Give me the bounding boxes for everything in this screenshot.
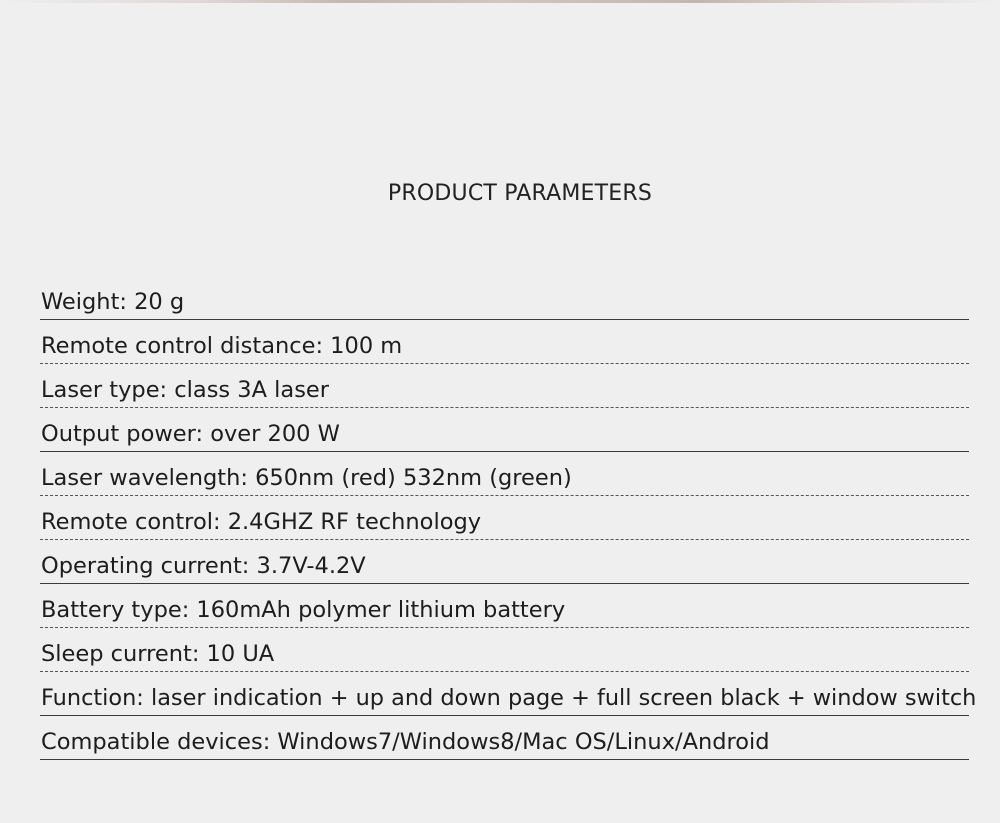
solid-divider bbox=[40, 759, 969, 760]
page-title: PRODUCT PARAMETERS bbox=[387, 181, 653, 206]
parameter-row-remote-control bbox=[40, 496, 969, 540]
parameter-text: Function: laser indication + up and down page + full screen black + window switch bbox=[41, 685, 977, 711]
parameter-text: Remote control distance: 100 m bbox=[41, 333, 403, 359]
parameter-text: Sleep current: 10 UA bbox=[41, 641, 275, 667]
parameter-text: Weight: 20 g bbox=[41, 289, 185, 315]
parameter-text: Compatible devices: Windows7/Windows8/Mac OS/Linux/Android bbox=[41, 729, 770, 755]
parameter-row-laser-wavelength bbox=[40, 452, 969, 496]
parameter-row-compatible-devices bbox=[40, 716, 969, 760]
parameter-text: Remote control: 2.4GHZ RF technology bbox=[41, 509, 482, 535]
parameter-text: Laser wavelength: 650nm (red) 532nm (green) bbox=[41, 465, 572, 491]
parameter-row-laser-type bbox=[40, 364, 969, 408]
parameter-row-operating-current bbox=[40, 540, 969, 584]
parameter-text: Laser type: class 3A laser bbox=[41, 377, 330, 403]
parameter-row-remote-distance bbox=[40, 320, 969, 364]
parameter-row-output-power bbox=[40, 408, 969, 452]
parameters-list bbox=[40, 276, 977, 760]
parameter-text: Operating current: 3.7V-4.2V bbox=[41, 553, 366, 579]
parameter-row-battery-type bbox=[40, 584, 969, 628]
parameter-text: Battery type: 160mAh polymer lithium battery bbox=[41, 597, 566, 623]
parameter-row-function bbox=[40, 672, 977, 716]
top-edge-decoration bbox=[0, 0, 1000, 3]
parameter-text: Output power: over 200 W bbox=[41, 421, 340, 447]
parameter-row-weight bbox=[40, 276, 969, 320]
parameter-row-sleep-current bbox=[40, 628, 969, 672]
